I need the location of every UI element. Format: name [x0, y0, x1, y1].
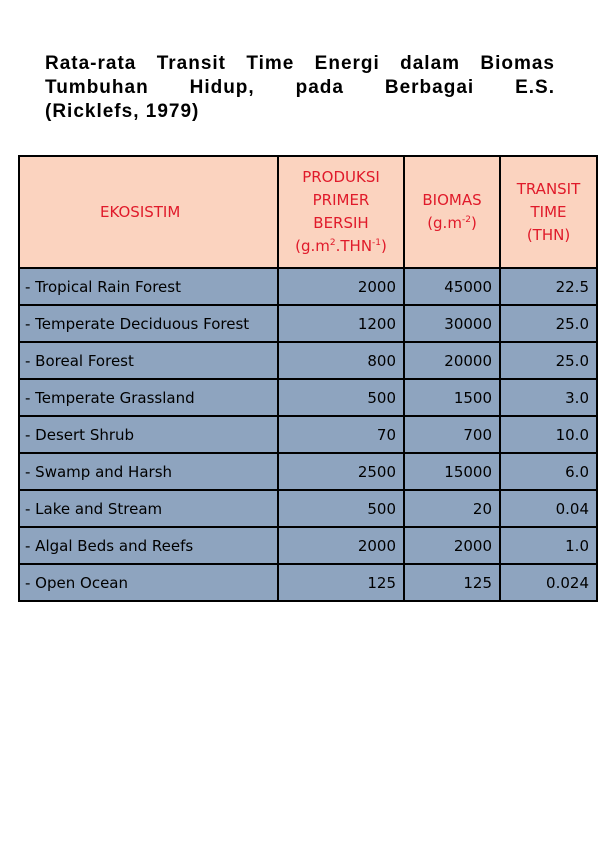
biomas-cell: 1500 — [404, 379, 500, 416]
ekosistim-cell: - Swamp and Harsh — [19, 453, 278, 490]
transit-cell: 22.5 — [500, 268, 597, 305]
produksi-cell: 70 — [278, 416, 404, 453]
biomas-cell: 30000 — [404, 305, 500, 342]
table-row — [19, 527, 597, 564]
header-produksi-line-2: PRIMER — [312, 191, 370, 209]
ekosistim-cell: - Open Ocean — [19, 564, 278, 601]
header-transit-line-2: TIME — [530, 202, 567, 221]
header-ekosistim: EKOSISTIM — [19, 156, 278, 268]
header-biomas-unit: $(g.m^{-2})$ — [427, 214, 477, 232]
produksi-cell: 800 — [278, 342, 404, 379]
produksi-cell: 2500 — [278, 453, 404, 490]
biomas-cell: 2000 — [404, 527, 500, 564]
biomas-cell: 125 — [404, 564, 500, 601]
ekosistim-cell: - Lake and Stream — [19, 490, 278, 527]
table-row — [19, 416, 597, 453]
produksi-cell: 2000 — [278, 268, 404, 305]
ekosistim-cell: - Tropical Rain Forest — [19, 268, 278, 305]
table-row — [19, 453, 597, 490]
biomas-cell: 45000 — [404, 268, 500, 305]
table-row — [19, 379, 597, 416]
produksi-cell: 500 — [278, 490, 404, 527]
transit-cell: 6.0 — [500, 453, 597, 490]
header-produksi — [278, 156, 404, 268]
header-transit-time — [500, 156, 597, 268]
header-biomas — [404, 156, 500, 268]
table-row — [19, 490, 597, 527]
table-header-row — [19, 156, 597, 268]
transit-cell: 0.04 — [500, 490, 597, 527]
transit-cell: 0.024 — [500, 564, 597, 601]
transit-cell: 1.0 — [500, 527, 597, 564]
ekosistim-cell: - Temperate Deciduous Forest — [19, 305, 278, 342]
ekosistim-cell: - Boreal Forest — [19, 342, 278, 379]
ekosistim-cell: - Temperate Grassland — [19, 379, 278, 416]
page-title — [45, 52, 555, 124]
transit-cell: 25.0 — [500, 305, 597, 342]
title-line-3: (Ricklefs, 1979) — [45, 101, 200, 122]
table-row — [19, 564, 597, 601]
produksi-cell: 1200 — [278, 305, 404, 342]
biomas-cell: 700 — [404, 416, 500, 453]
title-line-2: Tumbuhan Hidup, pada Berbagai E.S. — [45, 77, 555, 98]
transit-cell: 25.0 — [500, 342, 597, 379]
ekosistim-cell: - Desert Shrub — [19, 416, 278, 453]
transit-cell: 3.0 — [500, 379, 597, 416]
table-row — [19, 342, 597, 379]
biomas-cell: 20 — [404, 490, 500, 527]
produksi-cell: 125 — [278, 564, 404, 601]
produksi-cell: 500 — [278, 379, 404, 416]
header-transit-line-1: TRANSIT — [516, 179, 581, 198]
header-transit-line-3: (THN) — [526, 225, 571, 244]
title-line-1: Rata-rata Transit Time Energi dalam Biomas — [45, 53, 555, 74]
produksi-cell: 2000 — [278, 527, 404, 564]
transit-time-table — [18, 155, 598, 602]
ekosistim-cell: - Algal Beds and Reefs — [19, 527, 278, 564]
header-produksi-line-3: BERSIH — [313, 214, 369, 232]
table-row — [19, 305, 597, 342]
biomas-cell: 20000 — [404, 342, 500, 379]
header-biomas-line-1: BIOMAS — [422, 191, 482, 209]
transit-cell: 10.0 — [500, 416, 597, 453]
header-produksi-line-1: PRODUKSI — [302, 168, 380, 186]
table-row — [19, 268, 597, 305]
header-produksi-unit: $(g.m^2.THN^{-1})$ — [295, 237, 387, 255]
biomas-cell: 15000 — [404, 453, 500, 490]
